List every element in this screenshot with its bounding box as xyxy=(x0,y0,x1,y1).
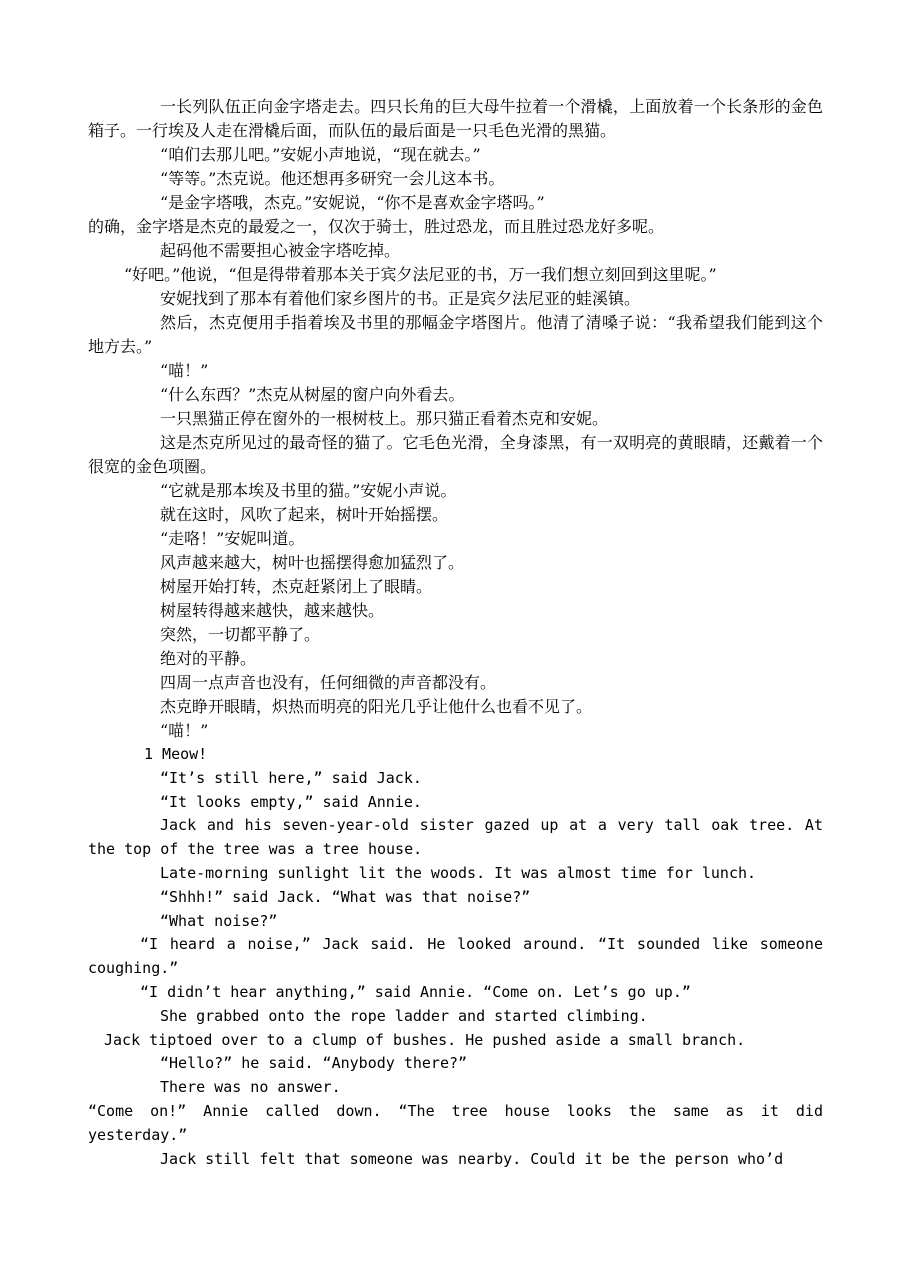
paragraph: “It’s still here,” said Jack. xyxy=(160,768,422,787)
paragraph: “它就是那本埃及书里的猫。”安妮小声说。 xyxy=(160,481,457,500)
paragraph: “咱们去那儿吧。”安妮小声地说，“现在就去。” xyxy=(160,145,481,164)
paragraph: She grabbed onto the rope ladder and started climbing. xyxy=(160,1006,648,1025)
paragraph: There was no answer. xyxy=(160,1078,341,1097)
paragraph: 一长列队伍正向金字塔走去。四只长角的巨大母牛拉着一个滑橇，上面放着一个长条形的金色箱子。一行埃及人走在滑橇后面，而队伍的最后面是一只毛色光滑的黑猫。 xyxy=(88,97,823,140)
paragraph: 的确，金字塔是杰克的最爱之一，仅次于骑士，胜过恐龙，而且胜过恐龙好多呢。 xyxy=(88,217,665,236)
paragraph: 安妮找到了那本有着他们家乡图片的书。正是宾夕法尼亚的蛙溪镇。 xyxy=(160,289,641,308)
paragraph: “是金字塔哦，杰克。”安妮说，“你不是喜欢金字塔吗。” xyxy=(160,193,545,212)
document-body xyxy=(88,95,823,1171)
paragraph: 就在这时，风吹了起来，树叶开始摇摆。 xyxy=(160,505,449,524)
paragraph: Jack and his seven-year-old sister gazed up at a very tall oak tree. At the top of the tree was a tree house. xyxy=(88,816,823,859)
paragraph: “好吧。”他说，“但是得带着那本关于宾夕法尼亚的书，万一我们想立刻回到这里呢。” xyxy=(124,265,717,284)
paragraph: 这是杰克所见过的最奇怪的猫了。它毛色光滑，全身漆黑，有一双明亮的黄眼睛，还戴着一个很宽的金色项圈。 xyxy=(88,433,823,476)
paragraph: 杰克睁开眼睛，炽热而明亮的阳光几乎让他什么也看不见了。 xyxy=(160,697,593,716)
paragraph: 绝对的平静。 xyxy=(160,649,257,668)
paragraph: 突然，一切都平静了。 xyxy=(160,625,321,644)
paragraph: “喵！” xyxy=(160,361,209,380)
paragraph: 风声越来越大，树叶也摇摆得愈加猛烈了。 xyxy=(160,553,465,572)
paragraph: “It looks empty,” said Annie. xyxy=(160,792,422,811)
paragraph: “Hello?” he said. “Anybody there?” xyxy=(160,1054,468,1073)
paragraph: 树屋转得越来越快，越来越快。 xyxy=(160,601,385,620)
paragraph: Jack tiptoed over to a clump of bushes. He pushed aside a small branch. xyxy=(104,1030,746,1049)
paragraph: “I didn’t hear anything,” said Annie. “Come on. Let’s go up.” xyxy=(140,982,691,1001)
paragraph: “走咯！”安妮叫道。 xyxy=(160,529,305,548)
paragraph: 一只黑猫正停在窗外的一根树枝上。那只猫正看着杰克和安妮。 xyxy=(160,409,609,428)
paragraph: 1 Meow! xyxy=(144,745,208,763)
paragraph: 四周一点声音也没有，任何细微的声音都没有。 xyxy=(160,673,497,692)
paragraph: 然后，杰克便用手指着埃及书里的那幅金字塔图片。他清了清嗓子说：“我希望我们能到这个地方去。” xyxy=(88,313,823,356)
paragraph: “What noise?” xyxy=(160,911,278,930)
paragraph: “Come on!” Annie called down. “The tree house looks the same as it did yesterday.” xyxy=(88,1101,823,1144)
paragraph: Jack still felt that someone was nearby. Could it be the person who’d xyxy=(160,1149,784,1168)
paragraph: 树屋开始打转，杰克赶紧闭上了眼睛。 xyxy=(160,577,433,596)
paragraph: “等等。”杰克说。他还想再多研究一会儿这本书。 xyxy=(160,169,505,188)
paragraph: “I heard a noise,” Jack said. He looked around. “It sounded like someone coughing.” xyxy=(88,935,823,978)
paragraph: 起码他不需要担心被金字塔吃掉。 xyxy=(160,241,401,260)
paragraph: “什么东西？”杰克从树屋的窗户向外看去。 xyxy=(160,385,465,404)
paragraph: “喵！” xyxy=(160,721,209,740)
paragraph: “Shhh!” said Jack. “What was that noise?” xyxy=(160,887,531,906)
paragraph: Late-morning sunlight lit the woods. It was almost time for lunch. xyxy=(160,863,757,882)
